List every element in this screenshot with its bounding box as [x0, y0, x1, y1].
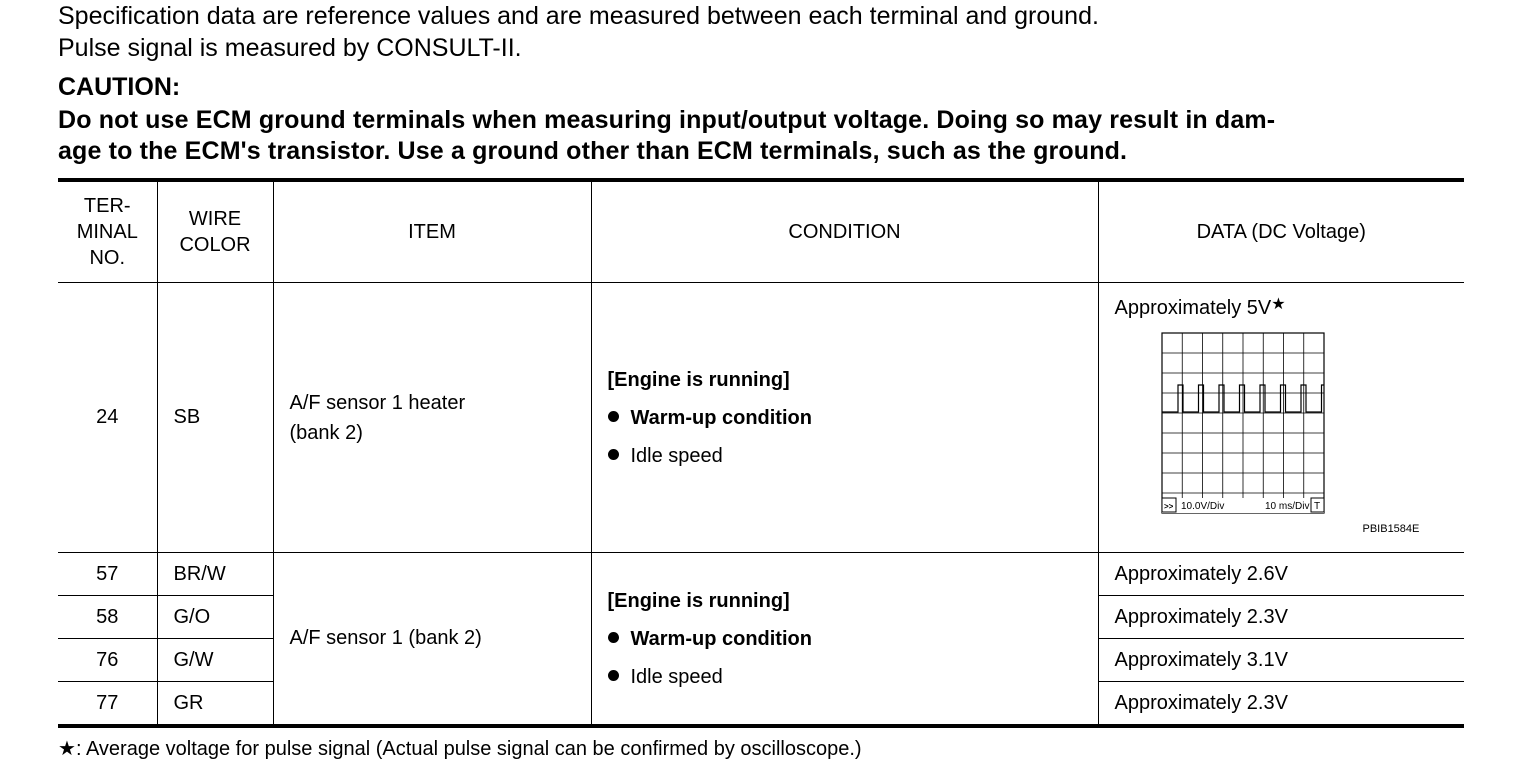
- terminal-no-cell: 24: [58, 283, 157, 553]
- data-content: [1115, 283, 1465, 551]
- header-terminal-line-2: MINAL: [76, 221, 138, 243]
- condition-bullet-2: [608, 658, 1098, 696]
- caution-line-2: age to the ECM's transistor. Use a ground other than ECM terminals, such as the ground.: [58, 137, 1128, 165]
- terminal-spec-table: [58, 178, 1464, 728]
- scope-time-div: 10 ms/Div: [1264, 501, 1309, 512]
- header-data: DATA (DC Voltage): [1098, 180, 1464, 283]
- header-condition: CONDITION: [591, 180, 1098, 283]
- table-row: [58, 553, 1464, 596]
- table-row: [58, 283, 1464, 553]
- data-value: [1115, 297, 1286, 320]
- bullet-icon: [608, 411, 619, 422]
- scope-volt-div: 10.0V/Div: [1180, 501, 1224, 512]
- data-value-text: Approximately 5V: [1114, 297, 1272, 319]
- data-cell: [1098, 283, 1464, 553]
- oscilloscope-waveform: [1161, 332, 1331, 518]
- condition-bullet-1-text: Warm-up condition: [630, 627, 812, 650]
- wire-color-cell: SB: [157, 283, 273, 553]
- header-terminal-line-1: TER-: [83, 195, 131, 217]
- condition-cell: [591, 283, 1098, 553]
- caution-line-1: Do not use ECM ground terminals when measuring input/output voltage. Doing so may result in dam-: [58, 106, 1276, 134]
- wire-color-cell: G/W: [157, 639, 273, 682]
- wire-color-cell: BR/W: [157, 553, 273, 596]
- condition-bullet-2: [608, 437, 1098, 475]
- data-cell: Approximately 2.3V: [1098, 596, 1464, 639]
- footnote: [58, 736, 862, 761]
- condition-bullet-1-text: Warm-up condition: [630, 406, 812, 429]
- footnote-star-icon: ★: [58, 738, 76, 760]
- condition-bullet-2-text: Idle speed: [630, 444, 723, 467]
- item-cell: A/F sensor 1 (bank 2): [273, 553, 591, 727]
- scope-trigger-label: T: [1313, 501, 1320, 512]
- wire-color-cell: G/O: [157, 596, 273, 639]
- condition-bullet-1: [608, 399, 1098, 437]
- data-cell: Approximately 2.6V: [1098, 553, 1464, 596]
- condition-title: [Engine is running]: [607, 368, 790, 391]
- terminal-no-cell: 76: [58, 639, 157, 682]
- intro-line-2: Pulse signal is measured by CONSULT-II.: [58, 34, 522, 62]
- condition-cell: [591, 553, 1098, 727]
- item-line-2: (bank 2): [289, 421, 363, 444]
- condition-bullet-1: [608, 620, 1098, 658]
- bullet-icon: [608, 670, 619, 681]
- header-wire-color: [157, 180, 273, 283]
- caution-text: [58, 105, 1468, 167]
- header-wire-line-2: COLOR: [179, 234, 251, 256]
- footnote-text: : Average voltage for pulse signal (Actual pulse signal can be confirmed by oscilloscope.): [75, 738, 862, 760]
- data-cell: Approximately 3.1V: [1098, 639, 1464, 682]
- item-line-1: A/F sensor 1 heater: [289, 391, 466, 414]
- intro-line-1: Specification data are reference values and are measured between each terminal and ground.: [58, 2, 1099, 30]
- bullet-icon: [608, 449, 619, 460]
- header-item: ITEM: [273, 180, 591, 283]
- item-cell: [273, 283, 591, 553]
- wire-color-cell: GR: [157, 682, 273, 727]
- table-header-row: [58, 180, 1464, 283]
- bullet-icon: [608, 632, 619, 643]
- terminal-no-cell: 57: [58, 553, 157, 596]
- terminal-no-cell: 77: [58, 682, 157, 727]
- header-terminal-no: [58, 180, 157, 283]
- star-icon: ★: [1271, 296, 1286, 313]
- data-cell: Approximately 2.3V: [1098, 682, 1464, 727]
- condition-bullet-2-text: Idle speed: [630, 665, 723, 688]
- scope-corner-label: >>: [1163, 502, 1173, 511]
- header-terminal-line-3: NO.: [89, 247, 126, 269]
- header-wire-line-1: WIRE: [188, 208, 242, 230]
- terminal-no-cell: 58: [58, 596, 157, 639]
- caution-heading: CAUTION:: [58, 73, 181, 101]
- intro-notes: [58, 0, 1099, 64]
- figure-id: PBIB1584E: [1362, 523, 1420, 535]
- condition-title: [Engine is running]: [607, 589, 790, 612]
